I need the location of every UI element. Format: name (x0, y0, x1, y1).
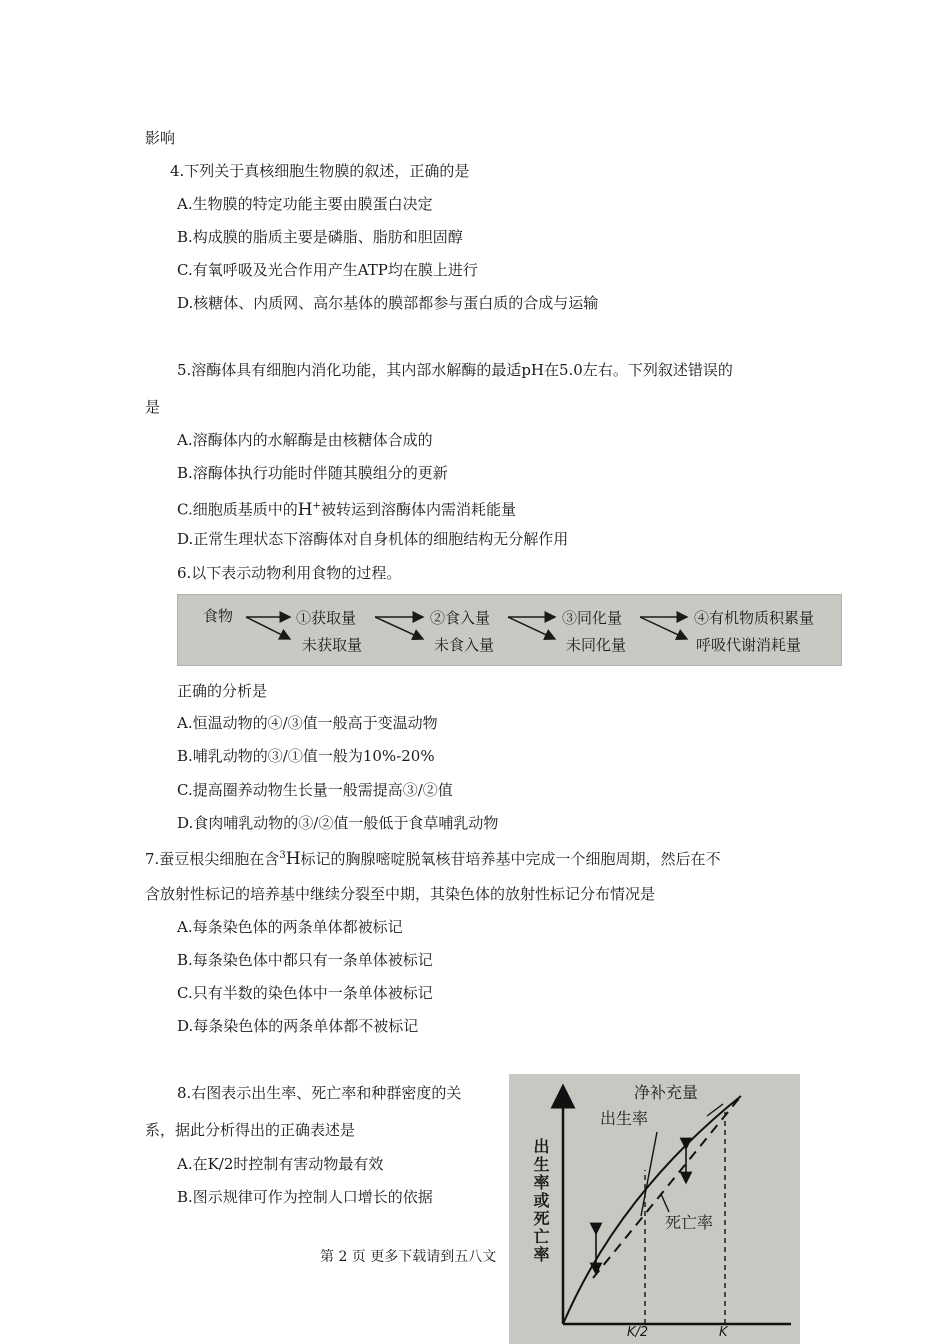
q6-option-c: C.提高圈养动物生长量一般需提高③/②值 (177, 781, 453, 799)
q7-option-b: B.每条染色体中都只有一条单体被标记 (177, 951, 433, 969)
q4-option-d: D.核糖体、内质网、高尔基体的膜部都参与蛋白质的合成与运输 (177, 294, 599, 312)
death-rate-label: 死亡率 (665, 1213, 714, 1232)
flow-bottom-2: 未食入量 (434, 636, 495, 654)
question-7-stem-cont: 含放射性标记的培养基中继续分裂至中期，其染色体的放射性标记分布情况是 (145, 885, 656, 903)
question-5-stem-cont: 是 (145, 398, 161, 416)
q6-option-d: D.食肉哺乳动物的③/②值一般低于食草哺乳动物 (177, 814, 499, 832)
question-8-stem: 8.右图表示出生率、死亡率和种群密度的关 (177, 1084, 462, 1102)
isotope-mass: 3 (279, 850, 286, 861)
q5-option-d: D.正常生理状态下溶酶体对自身机体的细胞结构无分解作用 (177, 530, 569, 548)
flow-start: 食物 (203, 607, 234, 625)
flow-bottom-4: 呼吸代谢消耗量 (696, 636, 802, 654)
flow-bottom-3: 未同化量 (566, 636, 627, 654)
flow-top-4: ④有机物质积累量 (694, 609, 815, 627)
question-7-stem (145, 846, 721, 869)
tick-k-half: K/2 (627, 1325, 649, 1340)
flow-arrows (178, 595, 841, 665)
page-footer: 第 2 页 更多下载请到五八文 (320, 1249, 497, 1265)
q5c-prefix: C.细胞质基质中的 (177, 500, 298, 519)
question-4-stem: 4.下列关于真核细胞生物膜的叙述，正确的是 (170, 162, 470, 180)
y-axis-label: 出生率或死亡率 (531, 1138, 550, 1264)
q6-option-a: A.恒温动物的④/③值一般高于变温动物 (177, 714, 438, 732)
q6-option-b: B.哺乳动物的③/①值一般为10%-20% (177, 747, 435, 765)
ion-symbol: H (297, 499, 313, 520)
text-line: 影响 (145, 129, 176, 147)
birth-rate-label: 出生率 (600, 1109, 649, 1128)
q4-option-a: A.生物膜的特定功能主要由膜蛋白决定 (177, 195, 433, 213)
flow-top-3: ③同化量 (562, 609, 623, 627)
flow-top-1: ①获取量 (296, 609, 357, 627)
net-increment-label: 净补充量 (634, 1083, 699, 1102)
q5c-suffix: 被转运到溶酶体内需消耗能量 (320, 500, 516, 519)
q8-option-a: A.在K/2时控制有害动物最有效 (177, 1155, 384, 1173)
figure-drawing (509, 1074, 800, 1344)
ion-charge: + (312, 500, 321, 511)
question-6-prompt: 正确的分析是 (177, 682, 268, 700)
q7-suffix: 标记的胸腺嘧啶脱氧核苷培养基中完成一个细胞周期，然后在不 (300, 850, 721, 868)
q5-option-b: B.溶酶体执行功能时伴随其膜组分的更新 (177, 464, 448, 482)
food-flow-diagram (177, 594, 842, 666)
q7-option-a: A.每条染色体的两条单体都被标记 (177, 918, 403, 936)
q5-option-a: A.溶酶体内的水解酶是由核糖体合成的 (177, 431, 433, 449)
flow-bottom-1: 未获取量 (302, 636, 363, 654)
q8-option-b: B.图示规律可作为控制人口增长的依据 (177, 1188, 433, 1206)
population-density-figure (509, 1074, 800, 1344)
flow-top-2: ②食入量 (430, 609, 491, 627)
question-8-stem-cont: 系，据此分析得出的正确表述是 (145, 1121, 356, 1139)
q7-prefix: 7.蚕豆根尖细胞在含 (145, 850, 280, 868)
q4-option-b: B.构成膜的脂质主要是磷脂、脂肪和胆固醇 (177, 228, 463, 246)
hydrogen-ion (298, 500, 321, 520)
birth-label-leader (641, 1132, 657, 1216)
q5-option-c (177, 496, 516, 520)
question-5-stem: 5.溶酶体具有细胞内消化功能，其内部水解酶的最适pH在5.0左右。下列叙述错误的 (177, 361, 733, 379)
tick-k: K (719, 1325, 728, 1340)
isotope-symbol: H (285, 849, 301, 869)
q7-option-d: D.每条染色体的两条单体都不被标记 (177, 1017, 419, 1035)
q7-option-c: C.只有半数的染色体中一条单体被标记 (177, 984, 433, 1002)
q4-option-c: C.有氧呼吸及光合作用产生ATP均在膜上进行 (177, 261, 478, 279)
question-6-stem: 6.以下表示动物利用食物的过程。 (177, 564, 402, 582)
